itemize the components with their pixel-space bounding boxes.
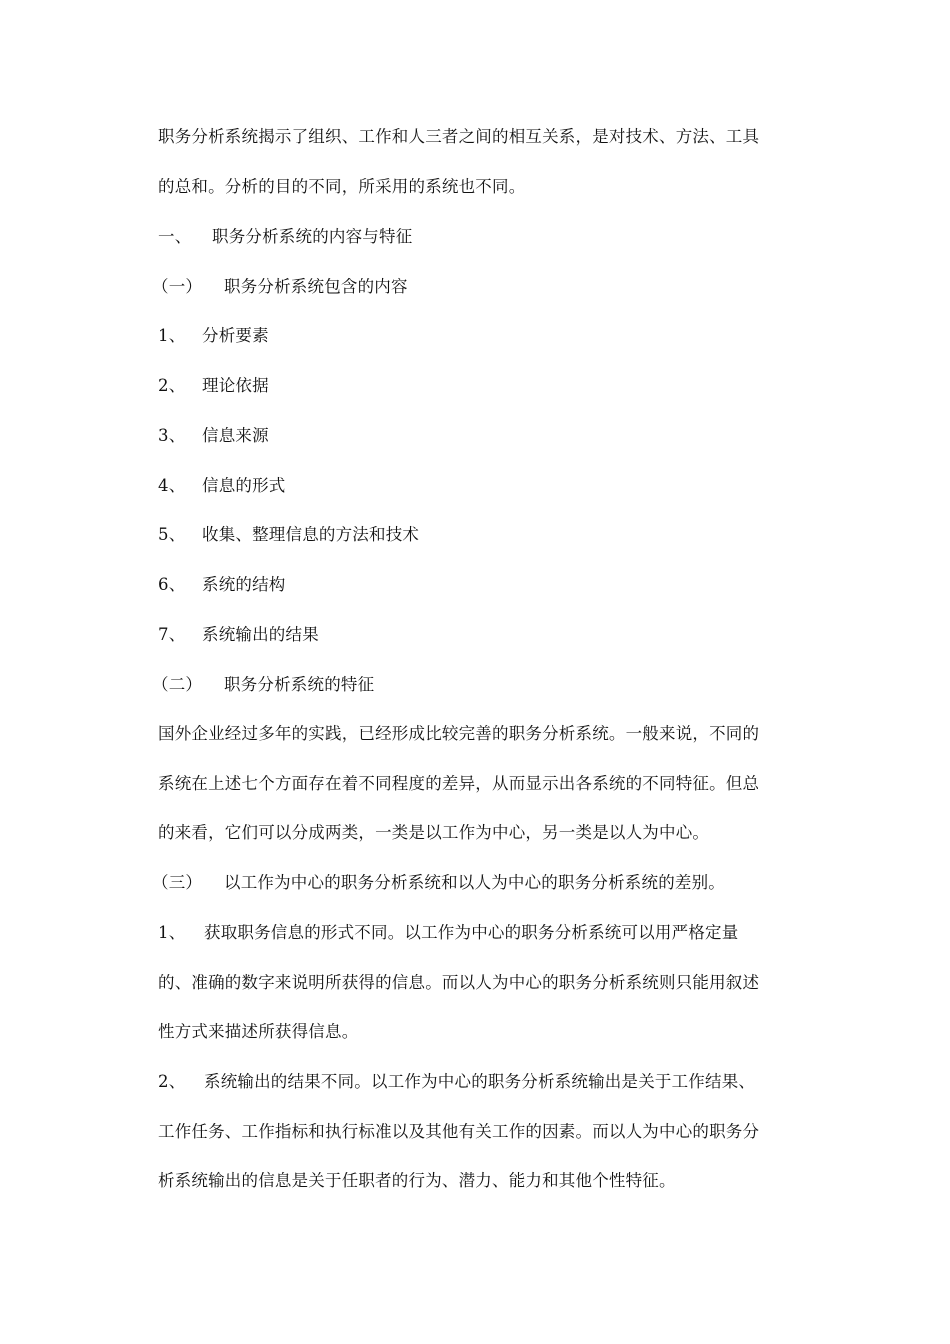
paragraph-line: 系统在上述七个方面存在着不同程度的差异，从而显示出各系统的不同特征。但总 [158, 774, 760, 793]
intro-line-2: 的总和。分析的目的不同，所采用的系统也不同。 [158, 177, 526, 196]
intro-line-1: 职务分析系统揭示了组织、工作和人三者之间的相互关系，是对技术、方法、工具 [158, 127, 760, 146]
paragraph-line: 的、准确的数字来说明所获得的信息。而以人为中心的职务分析系统则只能用叙述 [158, 973, 760, 992]
section-title: 职务分析系统的内容与特征 [212, 227, 413, 246]
list-item-text: 收集、整理信息的方法和技术 [202, 525, 420, 544]
list-item-number: 3、 [158, 426, 186, 445]
subsection-title: 以工作为中心的职务分析系统和以人为中心的职务分析系统的差别。 [224, 873, 725, 892]
subsection-heading-2 [152, 674, 798, 696]
list-item-text: 理论依据 [202, 376, 269, 395]
subsection-number: （一） [152, 277, 203, 296]
point-number: 1、 [158, 923, 186, 942]
section-number: 一、 [158, 227, 192, 246]
list-item-text: 分析要素 [202, 326, 269, 345]
list-item-text: 系统输出的结果 [202, 625, 319, 644]
point-text: 获取职务信息的形式不同。以工作为中心的职务分析系统可以用严格定量 [204, 923, 739, 942]
paragraph-line: 析系统输出的信息是关于任职者的行为、潜力、能力和其他个性特征。 [158, 1171, 676, 1190]
list-item-number: 1、 [158, 326, 186, 345]
subsection-heading-1 [152, 276, 798, 298]
paragraph-line: 工作任务、工作指标和执行标准以及其他有关工作的因素。而以人为中心的职务分 [158, 1122, 760, 1141]
subsection-number: （二） [152, 675, 203, 694]
list-item [158, 375, 798, 397]
point-text: 系统输出的结果不同。以工作为中心的职务分析系统输出是关于工作结果、 [204, 1072, 756, 1091]
subsection-title: 职务分析系统的特征 [224, 675, 375, 694]
list-item-number: 2、 [158, 376, 186, 395]
section-heading [158, 226, 798, 248]
subsection-title: 职务分析系统包含的内容 [224, 277, 408, 296]
paragraph-line: 性方式来描述所获得信息。 [158, 1022, 359, 1041]
list-item [158, 325, 798, 347]
list-item [158, 475, 798, 497]
paragraph-line: 国外企业经过多年的实践，已经形成比较完善的职务分析系统。一般来说，不同的 [158, 724, 760, 743]
list-item-number: 6、 [158, 575, 186, 594]
paragraph-line: 的来看，它们可以分成两类，一类是以工作为中心，另一类是以人为中心。 [158, 823, 710, 842]
list-item [158, 524, 798, 546]
list-item [158, 624, 798, 646]
point-1-line-1 [158, 922, 798, 944]
list-item-text: 系统的结构 [202, 575, 286, 594]
subsection-number: （三） [152, 873, 203, 892]
list-item-text: 信息来源 [202, 426, 269, 445]
subsection-heading-3 [152, 872, 798, 894]
list-item-number: 5、 [158, 525, 186, 544]
list-item [158, 574, 798, 596]
list-item [158, 425, 798, 447]
list-item-number: 4、 [158, 476, 186, 495]
list-item-number: 7、 [158, 625, 186, 644]
list-item-text: 信息的形式 [202, 476, 286, 495]
point-2-line-1 [158, 1071, 798, 1093]
point-number: 2、 [158, 1072, 186, 1091]
